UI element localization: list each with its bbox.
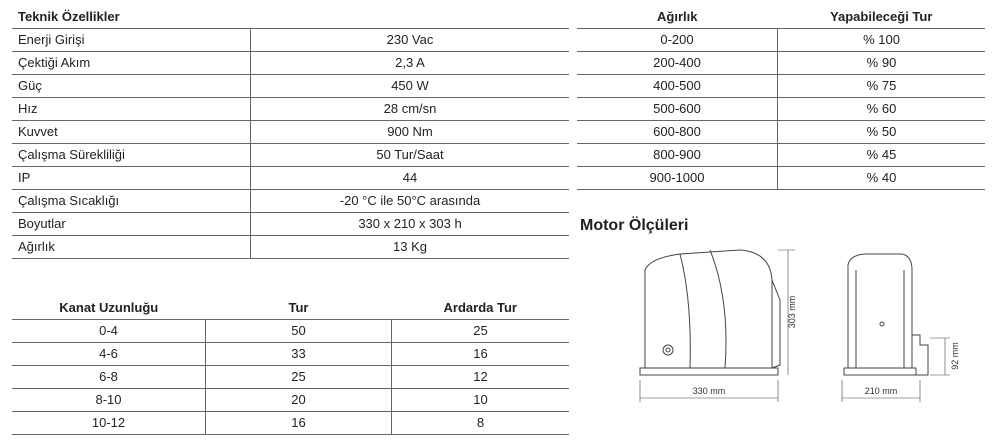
table-row [12,412,569,435]
table-row [577,98,985,121]
table-cell: 16 [392,343,570,366]
table-cell: 8 [392,412,570,435]
table-cell: 25 [392,320,570,343]
table-row [12,213,569,236]
table-row [12,366,569,389]
spec-key: Hız [12,98,251,121]
table-row [12,52,569,75]
table-cell: % 60 [778,98,986,121]
spec-value: 50 Tur/Saat [251,144,570,167]
spec-value: 900 Nm [251,121,570,144]
width-label: 330 mm [692,386,726,396]
table-cell: 600-800 [577,121,778,144]
table-row [12,190,569,213]
table-row [12,98,569,121]
spec-value: 450 W [251,75,570,98]
table-cell: 12 [392,366,570,389]
spec-value: 44 [251,167,570,190]
table-cell: 10-12 [12,412,206,435]
table-cell: 25 [206,366,392,389]
table-cell: % 45 [778,144,986,167]
table-row [577,52,985,75]
table-cell: % 40 [778,167,986,190]
table-cell: % 50 [778,121,986,144]
spec-value: 13 Kg [251,236,570,259]
column-header: Kanat Uzunluğu [59,300,159,315]
table-cell: 0-200 [577,29,778,52]
spec-key: Çalışma Sıcaklığı [12,190,251,213]
table-cell: 8-10 [12,389,206,412]
spec-key: Enerji Girişi [12,29,251,52]
table-row [577,121,985,144]
table-cell: 800-900 [577,144,778,167]
table-cell: % 100 [778,29,986,52]
spec-value: -20 °C ile 50°C arasında [251,190,570,213]
weight-table [577,6,985,190]
spec-key: Güç [12,75,251,98]
spec-key: Çalışma Sürekliliği [12,144,251,167]
table-row [12,29,569,52]
column-header: Ardarda Tur [443,300,517,315]
depth-label: 210 mm [864,386,898,396]
spec-value: 330 x 210 x 303 h [251,213,570,236]
table-cell: 20 [206,389,392,412]
column-header: Ağırlık [657,9,698,24]
spec-value: 28 cm/sn [251,98,570,121]
table-row [12,343,569,366]
table-cell: 6-8 [12,366,206,389]
table-cell: % 90 [778,52,986,75]
spec-key: Kuvvet [12,121,251,144]
spec-table [12,6,569,259]
spec-value: 2,3 A [251,52,570,75]
spec-key: Çektiği Akım [12,52,251,75]
base-height-label: 92 mm [950,342,960,370]
motor-side-view [640,250,780,375]
table-row [577,75,985,98]
table-row [577,144,985,167]
table-cell: 33 [206,343,392,366]
table-row [12,144,569,167]
spec-key: Boyutlar [12,213,251,236]
table-cell: 400-500 [577,75,778,98]
table-row [577,29,985,52]
motor-dimensions-title: Motor Ölçüleri [580,217,689,234]
gate-table [12,297,569,435]
table-row [12,236,569,259]
table-cell: 900-1000 [577,167,778,190]
table-row [12,75,569,98]
table-cell: 10 [392,389,570,412]
table-cell: % 75 [778,75,986,98]
motor-front-view [844,254,928,375]
table-cell: 200-400 [577,52,778,75]
spec-title: Teknik Özellikler [18,9,120,24]
table-cell: 4-6 [12,343,206,366]
table-row [577,167,985,190]
table-cell: 500-600 [577,98,778,121]
column-header: Tur [288,300,309,315]
table-row [12,320,569,343]
spec-key: IP [12,167,251,190]
table-cell: 16 [206,412,392,435]
spec-key: Ağırlık [12,236,251,259]
motor-drawing [620,240,990,415]
spec-value: 230 Vac [251,29,570,52]
height-label: 303 mm [787,295,797,329]
column-header: Yapabileceği Tur [830,9,933,24]
table-row [12,167,569,190]
table-row [12,121,569,144]
table-cell: 0-4 [12,320,206,343]
table-cell: 50 [206,320,392,343]
table-row [12,389,569,412]
